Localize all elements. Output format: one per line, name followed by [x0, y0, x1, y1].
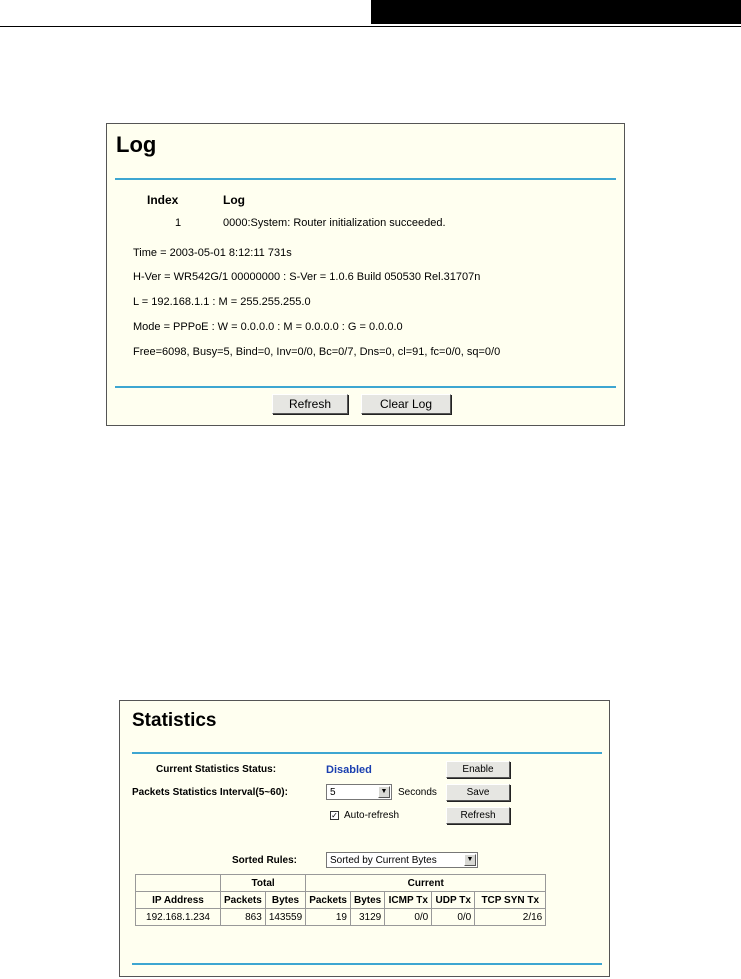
log-info-mode: Mode = PPPoE : W = 0.0.0.0 : M = 0.0.0.0 : G = 0.0.0.0 [133, 321, 403, 333]
interval-label: Packets Statistics Interval(5~60): [132, 787, 288, 798]
auto-refresh-checkbox[interactable]: ✓ [331, 811, 338, 820]
interval-select[interactable] [326, 784, 392, 800]
current-status-label: Current Statistics Status: [156, 764, 277, 775]
clear-log-button[interactable]: Clear Log [361, 394, 451, 414]
enable-button[interactable]: Enable [446, 761, 510, 778]
log-column-log: Log [223, 193, 245, 207]
log-title: Log [116, 132, 157, 157]
statistics-panel [119, 700, 610, 977]
save-button[interactable]: Save [446, 784, 510, 801]
refresh-button[interactable]: Refresh [272, 394, 348, 414]
header-bar [371, 0, 741, 24]
table-header-ip-address: IP Address [136, 892, 221, 909]
dropdown-arrow-icon: ▼ [378, 786, 390, 798]
table-group-total: Total [221, 875, 306, 892]
sorted-rules-select[interactable] [326, 852, 478, 868]
log-panel [106, 123, 625, 426]
table-cell-current-packets: 19 [306, 909, 351, 926]
statistics-top-rule [132, 752, 602, 754]
table-row [136, 909, 546, 926]
seconds-label: Seconds [398, 787, 437, 798]
table-header-udp-tx: UDP Tx [432, 892, 475, 909]
statistics-title: Statistics [132, 710, 217, 731]
log-info-time: Time = 2003-05-01 8:12:11 731s [133, 247, 292, 259]
table-header-total-bytes: Bytes [265, 892, 305, 909]
table-cell-total-bytes: 143559 [265, 909, 305, 926]
log-info-version: H-Ver = WR542G/1 00000000 : S-Ver = 1.0.6 Build 050530 Rel.31707n [133, 271, 481, 283]
table-group-current: Current [306, 875, 546, 892]
sorted-rules-value: Sorted by Current Bytes [330, 855, 437, 866]
auto-refresh-label: Auto-refresh [344, 810, 400, 821]
table-header-tcp-syn-tx: TCP SYN Tx [475, 892, 546, 909]
statistics-table [135, 874, 546, 926]
table-header-total-packets: Packets [221, 892, 266, 909]
table-header-icmp-tx: ICMP Tx [385, 892, 432, 909]
table-header-current-bytes: Bytes [351, 892, 385, 909]
interval-value: 5 [330, 787, 336, 798]
table-header-row [136, 892, 546, 909]
table-group-empty [136, 875, 221, 892]
log-entry-index: 1 [175, 217, 182, 229]
table-cell-tcp-syn-tx: 2/16 [475, 909, 546, 926]
current-status-value: Disabled [326, 764, 372, 776]
table-cell-current-bytes: 3129 [351, 909, 385, 926]
table-group-header-row [136, 875, 546, 892]
refresh-button[interactable]: Refresh [446, 807, 510, 824]
table-cell-icmp-tx: 0/0 [385, 909, 432, 926]
log-info-lan: L = 192.168.1.1 : M = 255.255.255.0 [133, 296, 311, 308]
table-cell-ip-address: 192.168.1.234 [136, 909, 221, 926]
header-rule [0, 26, 741, 27]
table-cell-udp-tx: 0/0 [432, 909, 475, 926]
log-column-index: Index [147, 193, 179, 207]
log-top-rule [115, 178, 616, 180]
sorted-rules-label: Sorted Rules: [232, 855, 298, 866]
statistics-bottom-rule [132, 963, 602, 965]
table-header-current-packets: Packets [306, 892, 351, 909]
log-bottom-rule [115, 386, 616, 388]
table-cell-total-packets: 863 [221, 909, 266, 926]
log-info-memory: Free=6098, Busy=5, Bind=0, Inv=0/0, Bc=0/7, Dns=0, cl=91, fc=0/0, sq=0/0 [133, 346, 501, 358]
dropdown-arrow-icon: ▼ [464, 854, 476, 866]
log-entry-message: 0000:System: Router initialization succeeded. [223, 217, 446, 229]
